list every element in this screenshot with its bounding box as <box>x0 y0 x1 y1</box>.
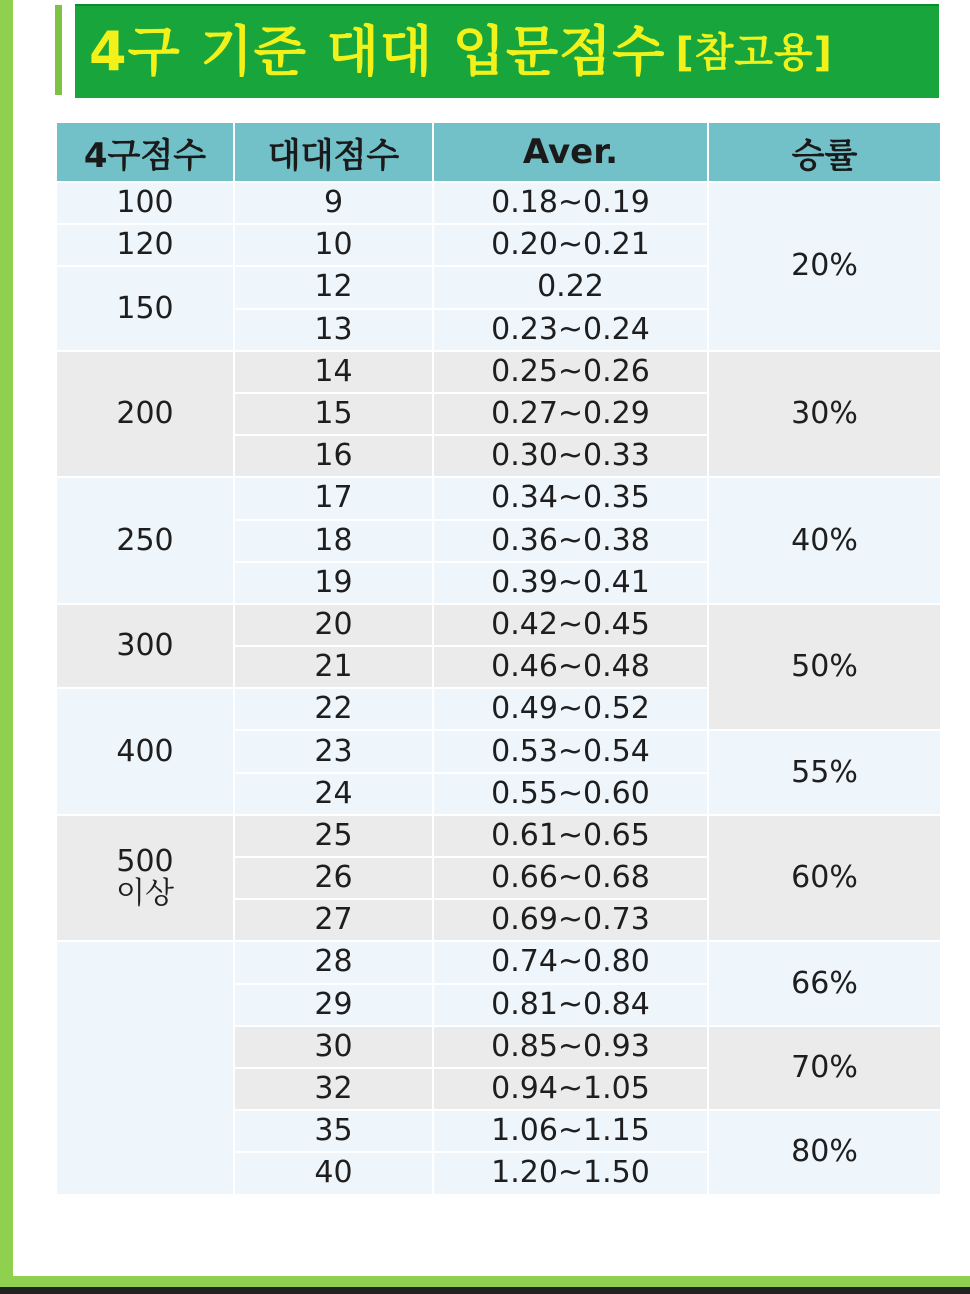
win-rate-cell: 66% <box>708 941 941 1025</box>
aver-cell: 0.27~0.29 <box>433 393 708 435</box>
daedae-cell: 13 <box>234 309 433 351</box>
title-banner <box>75 4 939 98</box>
aver-cell: 0.53~0.54 <box>433 730 708 772</box>
win-rate-cell: 40% <box>708 477 941 604</box>
win-rate-cell: 50% <box>708 604 941 731</box>
daedae-cell: 22 <box>234 688 433 730</box>
aver-cell: 0.74~0.80 <box>433 941 708 983</box>
aver-cell: 0.36~0.38 <box>433 520 708 562</box>
daedae-cell: 17 <box>234 477 433 519</box>
score-cell: 150 <box>56 266 234 350</box>
daedae-cell: 20 <box>234 604 433 646</box>
aver-cell: 0.39~0.41 <box>433 562 708 604</box>
header-row <box>56 122 941 182</box>
score-cell: 300 <box>56 604 234 688</box>
aver-cell: 0.34~0.35 <box>433 477 708 519</box>
table-row <box>56 182 941 224</box>
table-row <box>56 477 941 519</box>
daedae-cell: 18 <box>234 520 433 562</box>
daedae-cell: 25 <box>234 815 433 857</box>
title-sub: [참고용] <box>675 30 833 76</box>
daedae-cell: 35 <box>234 1110 433 1152</box>
aver-cell: 0.22 <box>433 266 708 308</box>
daedae-cell: 29 <box>234 984 433 1026</box>
table-row <box>56 604 941 646</box>
win-rate-cell: 60% <box>708 815 941 942</box>
daedae-cell: 9 <box>234 182 433 224</box>
daedae-cell: 15 <box>234 393 433 435</box>
score-cell: 100 <box>56 182 234 224</box>
daedae-cell: 24 <box>234 773 433 815</box>
score-cell: 400 <box>56 688 234 815</box>
daedae-cell: 10 <box>234 224 433 266</box>
daedae-cell: 19 <box>234 562 433 604</box>
aver-cell: 0.81~0.84 <box>433 984 708 1026</box>
header-daedae-score: 대대점수 <box>234 122 433 182</box>
score-cell: 250 <box>56 477 234 604</box>
page-title <box>89 20 833 85</box>
daedae-cell: 23 <box>234 730 433 772</box>
daedae-cell: 32 <box>234 1068 433 1110</box>
win-rate-cell: 55% <box>708 730 941 814</box>
win-rate-cell: 80% <box>708 1110 941 1194</box>
daedae-cell: 26 <box>234 857 433 899</box>
title-accent-bar <box>55 5 62 95</box>
empty-score-cell <box>56 941 234 1194</box>
header-4gu-score: 4구점수 <box>56 122 234 182</box>
daedae-cell: 27 <box>234 899 433 941</box>
daedae-cell: 40 <box>234 1152 433 1194</box>
aver-cell: 0.42~0.45 <box>433 604 708 646</box>
aver-cell: 0.49~0.52 <box>433 688 708 730</box>
aver-cell: 0.30~0.33 <box>433 435 708 477</box>
win-rate-cell: 20% <box>708 182 941 351</box>
aver-cell: 0.20~0.21 <box>433 224 708 266</box>
score-cell: 200 <box>56 351 234 478</box>
daedae-cell: 30 <box>234 1026 433 1068</box>
aver-cell: 0.61~0.65 <box>433 815 708 857</box>
left-accent-bar <box>0 0 13 1280</box>
aver-cell: 0.69~0.73 <box>433 899 708 941</box>
score-table <box>55 121 942 1196</box>
table-row <box>56 815 941 857</box>
aver-cell: 0.85~0.93 <box>433 1026 708 1068</box>
daedae-cell: 12 <box>234 266 433 308</box>
daedae-cell: 16 <box>234 435 433 477</box>
aver-cell: 1.06~1.15 <box>433 1110 708 1152</box>
aver-cell: 1.20~1.50 <box>433 1152 708 1194</box>
daedae-cell: 21 <box>234 646 433 688</box>
score-cell: 120 <box>56 224 234 266</box>
score-cell: 500 이상 <box>56 815 234 942</box>
win-rate-cell: 70% <box>708 1026 941 1110</box>
aver-cell: 0.66~0.68 <box>433 857 708 899</box>
aver-cell: 0.46~0.48 <box>433 646 708 688</box>
table-row <box>56 351 941 393</box>
title-main: 4구 기준 대대 입문점수 <box>89 20 666 83</box>
daedae-cell: 28 <box>234 941 433 983</box>
header-average: Aver. <box>433 122 708 182</box>
aver-cell: 0.25~0.26 <box>433 351 708 393</box>
win-rate-cell: 30% <box>708 351 941 478</box>
table-row <box>56 941 941 983</box>
header-win-rate: 승률 <box>708 122 941 182</box>
aver-cell: 0.18~0.19 <box>433 182 708 224</box>
daedae-cell: 14 <box>234 351 433 393</box>
bottom-edge <box>0 1287 970 1294</box>
aver-cell: 0.55~0.60 <box>433 773 708 815</box>
aver-cell: 0.94~1.05 <box>433 1068 708 1110</box>
aver-cell: 0.23~0.24 <box>433 309 708 351</box>
